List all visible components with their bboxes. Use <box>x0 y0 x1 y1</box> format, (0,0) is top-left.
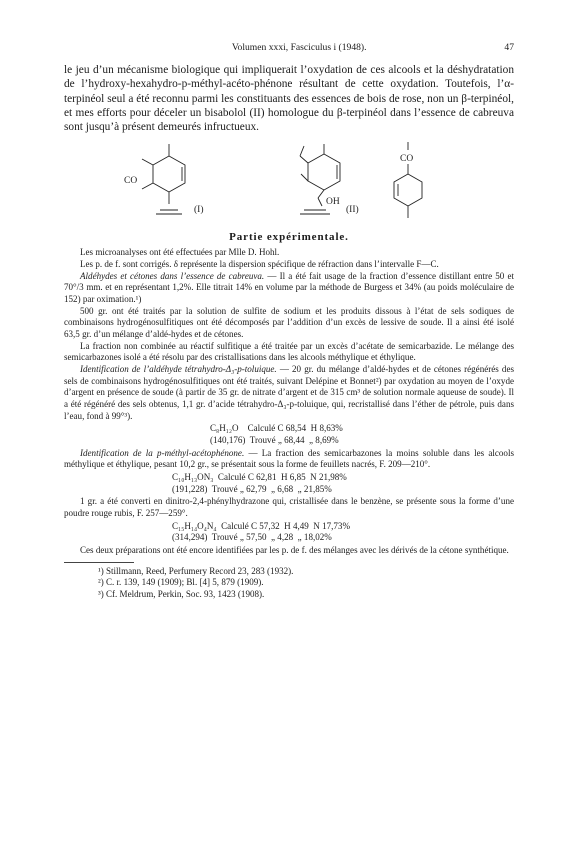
subheading-aldehydes: Aldéhydes et cétones dans l’essence de cabreuva. <box>80 270 265 281</box>
chemical-structures <box>64 138 514 224</box>
header-journal-volume: Volumen xxxi, Fasciculus i (1948). <box>231 42 367 53</box>
formula-2-found: (191,228) Trouvé „ 62,79 „ 6,68 „ 21,85% <box>172 483 332 494</box>
structure-label-co: CO <box>124 176 138 187</box>
footnote-1: ¹) Stillmann, Reed, Perfumery Record 23, 283 (1932). <box>98 565 294 576</box>
structure-label-oh: OH <box>326 197 340 208</box>
paragraph-dinitrophenylhydrazone: 1 gr. a été converti en dinitro-2,4-phénylhydrazone qui, cristallisée dans le benzène, se présente sous la forme d’une poudre rouge rubis, F. 257—259°. <box>64 496 514 518</box>
footnote-3: ³) Cf. Meldrum, Perkin, Soc. 93, 1423 (1908). <box>98 589 265 600</box>
formula-1-found: (140,176) Trouvé „ 68,44 „ 8,69% <box>210 434 339 445</box>
paragraph-semicarbazide: La fraction non combinée au réactif sulfitique a été traitée par un excès d’acétate de semicarbazide. Le mélange des semicarbazones isolé a été résolu par des cristallisations dans les alcools méthylique et éthylique. <box>64 340 514 363</box>
footnote-2: ²) C. r. 139, 149 (1909); Bl. [4] 5, 879 (1909). <box>98 577 264 588</box>
experimental-section <box>64 247 514 556</box>
paragraph-methyl-acetophenone-text: — La fraction des semicarbazones la moins soluble dans les alcools méthylique et éthylique, pesant 10,2 gr., se présentait sous la forme de feuillets nacrés, F. 209—210°. <box>64 447 514 470</box>
lead-text: le jeu d’un mécanisme biologique qui impliquerait l’oxydation de ces alcools et la déshydratation de l’hydroxy-hexahydro-p-méthyl-acéto-phénone résultant de cette oxydation. Toutefois, l’α-terpinéol seul a été reconnu parmi les constituants des essences de bois de rose, non un β-terpinéol, et mes efforts pour déceler un bisabolol (II) homologue du β-terpinéol dans l’essence de cabreuva sont jusqu’à présent demeurés infructueux. <box>64 64 514 134</box>
paragraph-tetrahydro-text: — 20 gr. du mélange d’aldé-hydes et de cétones régénérés des sels de combinaisons hydrogénosulfitiques ont été traités, suivant Delépine et Bonnet²) par oxydation au moyen de l’oxyde d’argent en présence de soude (à partir de 35 gr. de nitrate d’argent et de 315 cm³ de solution normale aqueuse de soude). Il a été régénéré des sels obtenus, 1,1 gr. d’acide tétrahydro-Δ₃-p-toluique, qui, recristallisé dans l’éther de pétrole, puis dans l’eau, fond à 99°³). <box>64 364 514 421</box>
analysis-formula-1 <box>64 423 514 446</box>
formula-3-calculated: C₁₅H₁₄O₄N₄ Calculé C 57,32 H 4,49 N 17,73% <box>172 520 350 531</box>
structure-label-co-right: CO <box>400 154 414 165</box>
footnotes <box>64 566 514 602</box>
formula-1-calculated: C₈H₁₂O Calculé C 68,54 H 8,63% <box>210 423 343 434</box>
structure-drawing <box>64 138 514 224</box>
paragraph-aldehydes-ketones <box>64 271 514 306</box>
analysis-formula-3 <box>64 521 514 544</box>
analysis-formula-2 <box>64 472 514 495</box>
header-spacer <box>64 42 94 54</box>
formula-3-found: (314,294) Trouvé „ 57,50 „ 4,28 „ 18,02% <box>172 532 332 543</box>
paragraph-sulfite: 500 gr. ont été traités par la solution de sulfite de sodium et les produits dissous à l’état de sels sodiques de combinaisons hydrogénosulfitiques ont été décomposés par l’addition d’un excès de lessive de soude. Il a ainsi été isolé 63,5 gr. d’un mélange d’aldé-hydes et de cétones. <box>64 305 514 340</box>
paragraph-microanalyses: Les microanalyses ont été effectuées par Mlle D. Hohl. <box>80 247 280 258</box>
paragraph-melting-points: Les p. de f. sont corrigés. δ représente la dispersion spécifique de réfraction dans l’intervalle F—C. <box>80 259 439 270</box>
structure-label-II: (II) <box>346 205 359 216</box>
section-title: Partie expérimentale. <box>229 231 349 244</box>
lead-paragraph <box>64 63 514 134</box>
paragraph-aldehydes-text: — Il a été fait usage de la fraction d’essence distillant entre 50 et 70°/3 mm. et en représentant 1,2%. Elle titrait 14% en volume par la méthode de Burgess et 34% (au poids moléculaire de 152) par oximation.¹) <box>64 270 514 305</box>
paragraph-tetrahydro-aldehyde <box>64 364 514 422</box>
subheading-methyl-acetophenone: Identification de la p-méthyl-acétophénone. <box>80 447 245 458</box>
footnote-rule <box>64 562 134 563</box>
paragraph-methyl-acetophenone <box>64 448 514 471</box>
running-head <box>64 42 514 54</box>
page-number: 47 <box>504 42 514 53</box>
paragraph-conclusion: Ces deux préparations ont été encore identifiées par les p. de f. des mélanges avec les dérivés de la cétone synthétique. <box>80 544 509 555</box>
formula-2-calculated: C₁₀H₁₃ON₃ Calculé C 62,81 H 6,85 N 21,98% <box>172 471 347 482</box>
structure-label-I: (I) <box>194 205 204 216</box>
subheading-tetrahydro: Identification de l’aldéhyde tétrahydro-Δ₃-p-toluique. <box>80 364 277 375</box>
